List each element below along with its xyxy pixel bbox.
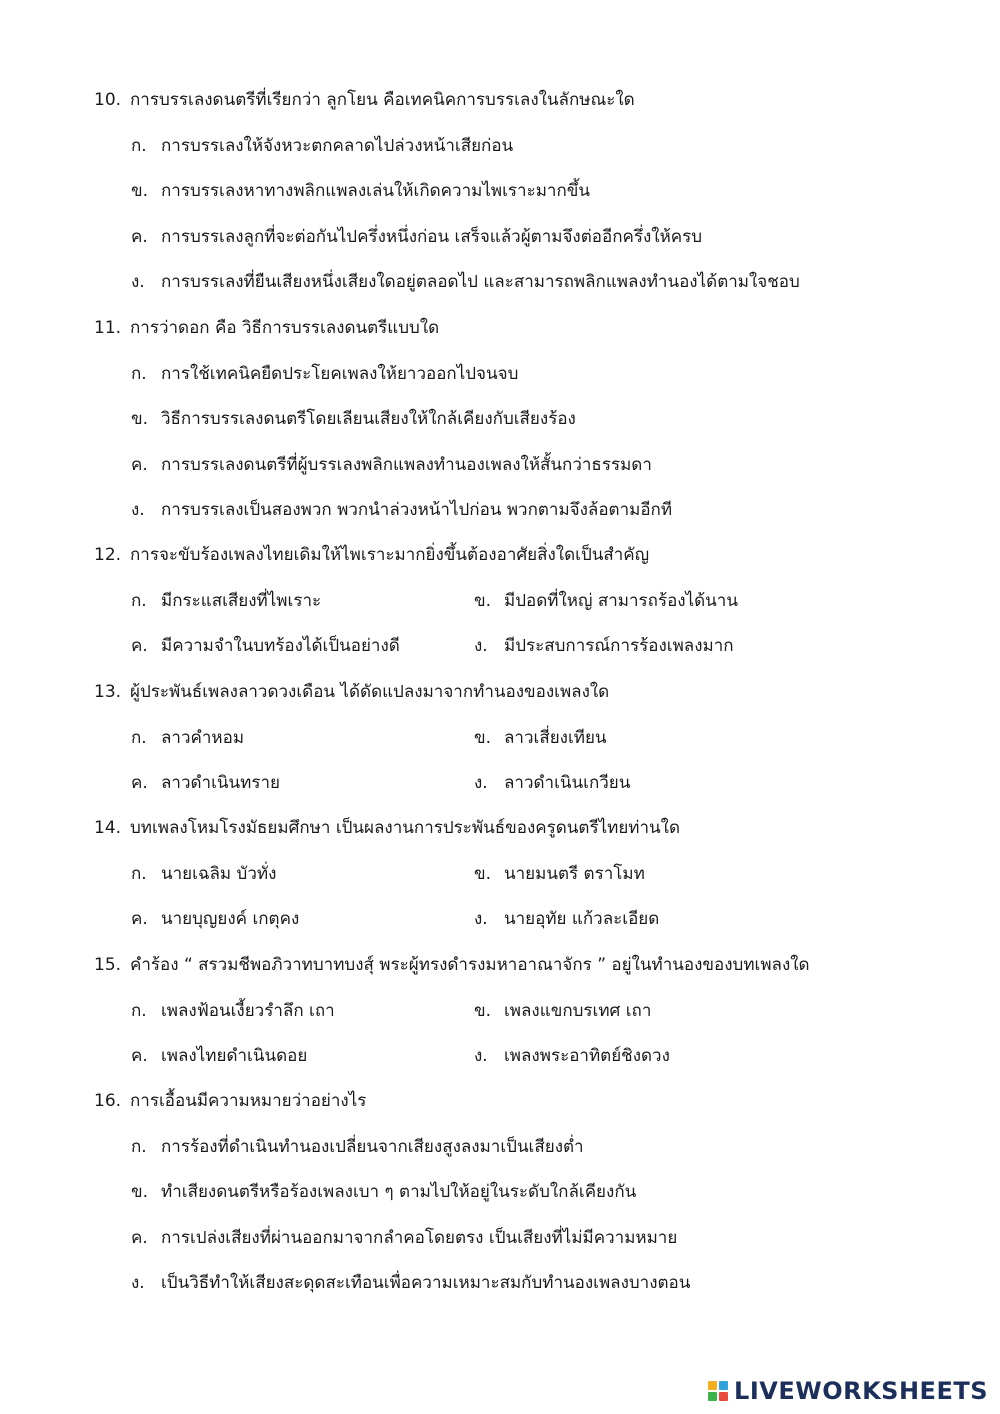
option-label: ง. [474, 909, 488, 929]
option-label: ง. [131, 1273, 145, 1293]
option-label: ค. [131, 226, 148, 247]
answer-option [131, 1044, 307, 1068]
option-label: ข. [131, 1182, 149, 1202]
option-label: ง. [474, 1046, 488, 1066]
option-text: การเปล่งเสียงที่ผ่านออกมาจากลำคอโดยตรง เป็นเสียงที่ไม่มีความหมาย [161, 1227, 678, 1248]
question-number: 15. [94, 955, 122, 975]
option-label: ก. [131, 590, 147, 611]
liveworksheets-logo-icon [708, 1381, 728, 1401]
option-text: เพลงแขกบรเทศ เถา [504, 1000, 652, 1021]
answer-option [131, 634, 400, 658]
logo-square-1 [708, 1381, 717, 1390]
option-text: ลาวคำหอม [161, 727, 245, 748]
option-label: ง. [131, 272, 145, 292]
option-text: มีความจำในบทร้องได้เป็นอย่างดี [161, 636, 400, 656]
answer-option [131, 862, 276, 886]
question-16 [94, 1089, 366, 1113]
option-label: ข. [131, 409, 149, 429]
option-label: ข. [474, 590, 492, 611]
option-label: ข. [474, 863, 492, 884]
option-label: ก. [131, 727, 147, 748]
option-label: ข. [474, 727, 492, 748]
question-number: 11. [94, 318, 122, 338]
option-text: มีกระแสเสียงที่ไพเราะ [161, 590, 322, 611]
option-label: ง. [131, 500, 145, 520]
answer-option [474, 726, 607, 750]
answer-option [131, 589, 321, 613]
answer-option [131, 1135, 584, 1159]
question-text: การบรรเลงดนตรีที่เรียกว่า ลูกโยน คือเทคนิคการบรรเลงในลักษณะใด [130, 90, 635, 110]
option-text: การใช้เทคนิคยืดประโยคเพลงให้ยาวออกไปจนจบ [161, 363, 519, 384]
question-number: 16. [94, 1091, 122, 1111]
answer-option [474, 634, 734, 658]
answer-option [131, 225, 702, 249]
question-10 [94, 88, 635, 112]
answer-option [131, 1180, 636, 1204]
answer-option [131, 179, 590, 203]
question-number: 14. [94, 818, 122, 838]
question-text: ผู้ประพันธ์เพลงลาวดวงเดือน ได้ดัดแปลงมาจากทำนองของเพลงใด [130, 682, 610, 702]
option-label: ค. [131, 773, 148, 793]
answer-option [131, 270, 800, 294]
option-text: นายมนตรี ตราโมท [504, 863, 645, 884]
answer-option [131, 771, 280, 795]
option-text: ทำเสียงดนตรีหรือร้องเพลงเบา ๆ ตามไปให้อยู่ในระดับใกล้เคียงกัน [161, 1182, 637, 1202]
option-label: ข. [131, 181, 149, 201]
option-text: ลาวดำเนินเกวียน [504, 773, 631, 793]
question-14 [94, 816, 680, 840]
option-label: ก. [131, 1136, 147, 1157]
option-text: การบรรเลงดนตรีที่ผู้บรรเลงพลิกแพลงทำนองเพลงให้สั้นกว่าธรรมดา [161, 454, 652, 475]
option-text: การบรรเลงที่ยืนเสียงหนึ่งเสียงใดอยู่ตลอดไป และสามารถพลิกแพลงทำนองได้ตามใจชอบ [161, 272, 800, 292]
answer-option [474, 907, 659, 931]
option-text: นายอุทัย แก้วละเอียด [504, 909, 660, 929]
question-number: 10. [94, 90, 122, 110]
answer-option [131, 1226, 677, 1250]
option-text: ลาวเสี่ยงเทียน [504, 727, 607, 748]
question-number: 12. [94, 545, 122, 565]
logo-square-2 [719, 1381, 728, 1390]
option-text: การบรรเลงลูกที่จะต่อกันไปครึ่งหนึ่งก่อน เสร็จแล้วผู้ตามจึงต่ออีกครึ่งให้ครบ [161, 226, 703, 247]
option-text: เป็นวิธีทำให้เสียงสะดุดสะเทือนเพื่อความเหมาะสมกับทำนองเพลงบางตอน [161, 1273, 691, 1293]
option-text: มีปอดที่ใหญ่ สามารถร้องได้นาน [504, 590, 738, 611]
option-text: มีประสบการณ์การร้องเพลงมาก [504, 636, 734, 656]
option-label: ค. [131, 1046, 148, 1066]
option-text: การบรรเลงเป็นสองพวก พวกนำล่วงหน้าไปก่อน พวกตามจึงล้อตามอีกที [161, 500, 673, 520]
logo-square-3 [708, 1392, 717, 1401]
option-label: ค. [131, 909, 148, 929]
option-label: ก. [131, 363, 147, 384]
answer-option [131, 407, 576, 431]
logo-square-4 [719, 1392, 728, 1401]
option-text: การบรรเลงให้จังหวะตกคลาดไปล่วงหน้าเสียก่อน [161, 135, 514, 156]
option-label: ค. [131, 636, 148, 656]
answer-option [131, 907, 299, 931]
option-text: การร้องที่ดำเนินทำนองเปลี่ยนจากเสียงสูงลงมาเป็นเสียงต่ำ [161, 1136, 584, 1157]
question-text: การเอื้อนมีความหมายว่าอย่างไร [130, 1091, 367, 1111]
answer-option [131, 498, 672, 522]
option-text: เพลงไทยดำเนินดอย [161, 1046, 308, 1066]
option-label: ก. [131, 135, 147, 156]
question-text: การว่าดอก คือ วิธีการบรรเลงดนตรีแบบใด [130, 318, 440, 338]
answer-option [474, 999, 651, 1023]
answer-option [131, 134, 513, 158]
liveworksheets-wordmark: LIVEWORKSHEETS [734, 1377, 988, 1405]
liveworksheets-branding [708, 1376, 988, 1406]
answer-option [131, 362, 518, 386]
question-number: 13. [94, 682, 122, 702]
option-label: ค. [131, 1227, 148, 1248]
question-11 [94, 316, 439, 340]
option-text: นายบุญยงค์ เกตุคง [161, 909, 300, 929]
question-13 [94, 680, 609, 704]
option-text: ลาวดำเนินทราย [161, 773, 280, 793]
option-text: เพลงฟ้อนเงี้ยวรำลึก เถา [161, 1000, 335, 1021]
question-text: บทเพลงโหมโรงมัธยมศึกษา เป็นผลงานการประพันธ์ของครูดนตรีไทยท่านใด [130, 818, 681, 838]
option-label: ง. [474, 773, 488, 793]
question-15 [94, 953, 810, 977]
answer-option [131, 453, 652, 477]
answer-option [131, 999, 335, 1023]
option-label: ข. [474, 1000, 492, 1021]
question-12 [94, 543, 649, 567]
option-text: วิธีการบรรเลงดนตรีโดยเลียนเสียงให้ใกล้เคียงกับเสียงร้อง [161, 409, 576, 429]
option-text: นายเฉลิม บัวทั่ง [161, 863, 277, 884]
option-text: การบรรเลงหาทางพลิกแพลงเล่นให้เกิดความไพเราะมากขึ้น [161, 181, 590, 201]
option-label: ก. [131, 863, 147, 884]
answer-option [474, 589, 738, 613]
answer-option [474, 862, 645, 886]
answer-option [474, 1044, 670, 1068]
option-label: ค. [131, 454, 148, 475]
answer-option [131, 1271, 690, 1295]
question-text: การจะขับร้องเพลงไทยเดิมให้ไพเราะมากยิ่งขึ้นต้องอาศัยสิ่งใดเป็นสำคัญ [130, 545, 650, 565]
answer-option [474, 771, 630, 795]
answer-option [131, 726, 244, 750]
question-text: คำร้อง “ สรวมชีพอภิวาทบาทบงสุ์ พระผู้ทรงดำรงมหาอาณาจักร ” อยู่ในทำนองของบทเพลงใด [130, 955, 810, 975]
option-label: ก. [131, 1000, 147, 1021]
option-text: เพลงพระอาทิตย์ชิงดวง [504, 1046, 670, 1066]
option-label: ง. [474, 636, 488, 656]
